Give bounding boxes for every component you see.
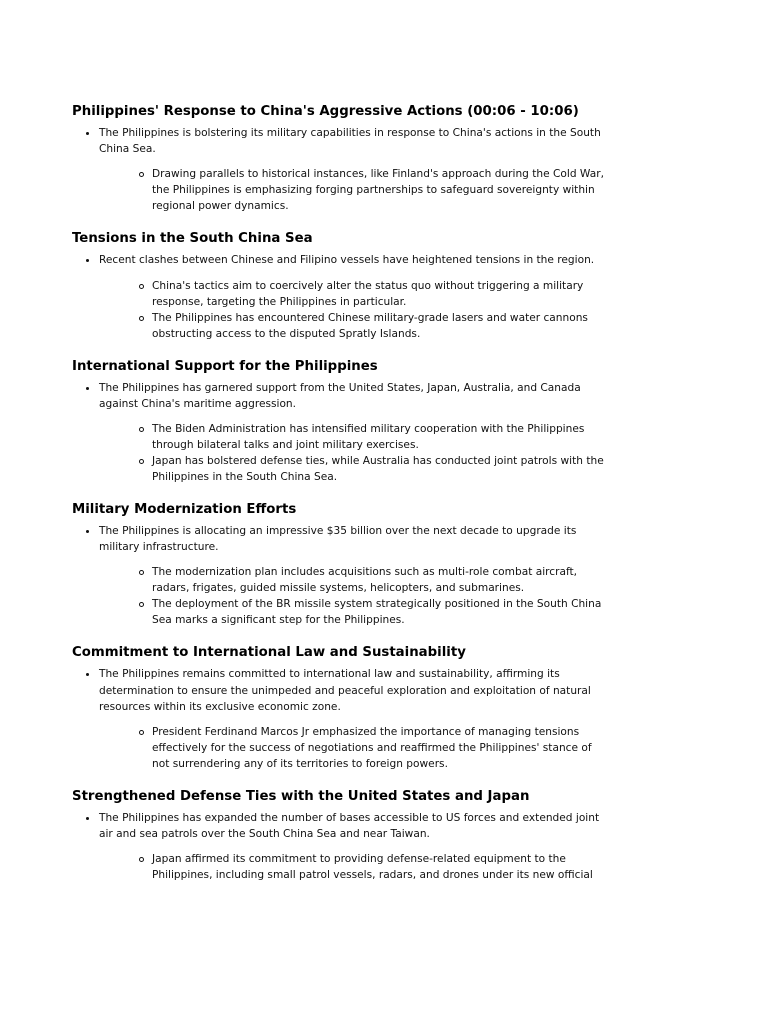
section-heading: Commitment to International Law and Sustainability (72, 645, 466, 661)
sub-list-item (99, 310, 612, 342)
list-item (72, 810, 612, 883)
list-item (72, 380, 612, 485)
sub-bullet-text: The deployment of the BR missile system strategically positioned in the South China Sea marks a significant step for the Philippines. (152, 598, 602, 627)
bullet-dot-icon (86, 673, 89, 676)
section-heading: International Support for the Philippines (72, 358, 378, 374)
section-response (72, 103, 612, 214)
circle-bullet-icon (139, 459, 144, 464)
bullet-text: The Philippines has garnered support from the United States, Japan, Australia, and Canada against China's maritime aggression. (99, 381, 581, 410)
sub-list-item (99, 724, 612, 772)
section-international-support (72, 358, 612, 485)
sub-bullet-list (99, 851, 612, 883)
bullet-dot-icon (86, 530, 89, 533)
circle-bullet-icon (139, 602, 144, 607)
sub-list-item (99, 166, 612, 214)
sub-bullet-list (99, 421, 612, 485)
bullet-list (72, 523, 612, 628)
list-item (72, 523, 612, 628)
bullet-dot-icon (86, 817, 89, 820)
sub-bullet-text: The Biden Administration has intensified military cooperation with the Philippines through bilateral talks and joint military exercises. (152, 423, 585, 452)
list-item (72, 125, 612, 214)
sub-bullet-text: Japan affirmed its commitment to providing defense-related equipment to the Philippines, including small patrol vessels, radars, and drones under its new official (152, 853, 593, 882)
circle-bullet-icon (139, 857, 144, 862)
sub-list-item (99, 278, 612, 310)
bullet-list (72, 666, 612, 772)
circle-bullet-icon (139, 284, 144, 289)
sub-bullet-text: China's tactics aim to coercively alter the status quo without triggering a military response, targeting the Philippines in particular. (152, 279, 584, 308)
sub-bullet-list (99, 278, 612, 342)
section-heading: Tensions in the South China Sea (72, 231, 313, 247)
section-modernization (72, 501, 612, 628)
bullet-text: The Philippines is bolstering its military capabilities in response to China's actions in the South China Sea. (99, 127, 601, 156)
list-item (72, 252, 612, 341)
bullet-dot-icon (86, 132, 89, 135)
sub-list-item (99, 851, 612, 883)
circle-bullet-icon (139, 427, 144, 432)
section-defense-ties (72, 788, 612, 883)
sub-bullet-list (99, 166, 612, 214)
section-international-law (72, 644, 612, 772)
sub-bullet-text: The Philippines has encountered Chinese military-grade lasers and water cannons obstructing access to the disputed Spratly Islands. (152, 311, 588, 340)
bullet-text: The Philippines remains committed to international law and sustainability, affirming its determination to ensure the unimpeded and peaceful exploration and exploitation of natural resources within its exclusive economic zone. (99, 668, 591, 713)
bullet-text: Recent clashes between Chinese and Filipino vessels have heightened tensions in the region. (99, 254, 595, 267)
circle-bullet-icon (139, 730, 144, 735)
bullet-dot-icon (86, 259, 89, 262)
bullet-list (72, 125, 612, 214)
section-heading: Philippines' Response to China's Aggressive Actions (00:06 - 10:06) (72, 104, 579, 119)
section-tensions (72, 230, 612, 341)
sub-bullet-text: President Ferdinand Marcos Jr emphasized the importance of managing tensions effectively for the success of negotiations and reaffirmed the Philippines' stance of not surrendering any of its territories to foreign powers. (152, 726, 592, 771)
bullet-list (72, 810, 612, 883)
bullet-dot-icon (86, 387, 89, 390)
list-item (72, 666, 612, 772)
document-body (72, 103, 612, 899)
section-heading: Strengthened Defense Ties with the United States and Japan (72, 789, 530, 805)
sub-list-item (99, 453, 612, 485)
sub-list-item (99, 564, 612, 596)
circle-bullet-icon (139, 316, 144, 321)
section-heading: Military Modernization Efforts (72, 502, 297, 518)
sub-bullet-text: The modernization plan includes acquisitions such as multi-role combat aircraft, radars, frigates, guided missile systems, helicopters, and submarines. (152, 566, 578, 595)
sub-list-item (99, 596, 612, 628)
bullet-text: The Philippines has expanded the number of bases accessible to US forces and extended joint air and sea patrols over the South China Sea and near Taiwan. (99, 812, 600, 841)
bullet-list (72, 252, 612, 341)
sub-bullet-text: Drawing parallels to historical instances, like Finland's approach during the Cold War, the Philippines is emphasizing forging partnerships to safeguard sovereignty within regional power dynamics. (152, 168, 604, 213)
bullet-text: The Philippines is allocating an impressive $35 billion over the next decade to upgrade its military infrastructure. (99, 525, 577, 554)
bullet-list (72, 380, 612, 485)
circle-bullet-icon (139, 570, 144, 575)
circle-bullet-icon (139, 172, 144, 177)
sub-list-item (99, 421, 612, 453)
sub-bullet-list (99, 724, 612, 772)
sub-bullet-list (99, 564, 612, 628)
sub-bullet-text: Japan has bolstered defense ties, while Australia has conducted joint patrols with the Philippines in the South China Sea. (152, 455, 604, 484)
